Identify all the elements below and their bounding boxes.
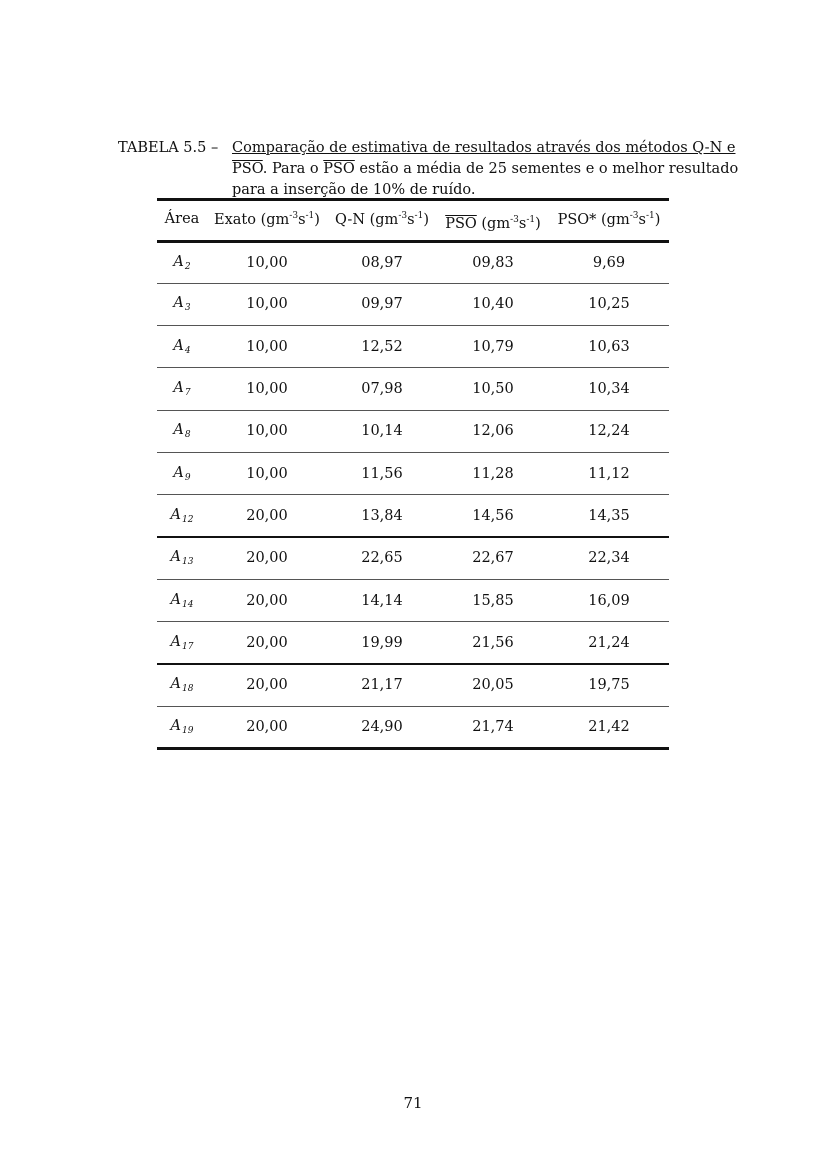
cell-area: $A_2$ [157, 241, 207, 283]
table-row [157, 664, 669, 706]
header-pso-mean: $\overline{PSO}$ $(gm^{-3}s^{-1})$ [437, 199, 549, 241]
page-number: 71 [403, 1094, 423, 1112]
cell-pso-best: 12,24 [549, 410, 669, 452]
table-row [157, 283, 669, 325]
cell-qn: 19,99 [327, 622, 437, 664]
caption-line-2-mid: . Para o [262, 161, 324, 177]
cell-pso-best: 10,63 [549, 326, 669, 368]
cell-qn: 22,65 [327, 537, 437, 579]
cell-exato: 10,00 [207, 326, 327, 368]
cell-exato: 20,00 [207, 622, 327, 664]
cell-qn: 09,97 [327, 283, 437, 325]
cell-pso-mean: 12,06 [437, 410, 549, 452]
cell-pso-best: 10,34 [549, 368, 669, 410]
cell-pso-best: 14,35 [549, 495, 669, 537]
caption-line-2-rest: estão a média de 25 sementes e o melhor resultado [354, 161, 739, 177]
cell-pso-mean: 11,28 [437, 452, 549, 494]
cell-area: $A_{13}$ [157, 537, 207, 579]
cell-area: $A_{17}$ [157, 622, 207, 664]
table-row [157, 579, 669, 621]
cell-qn: 10,14 [327, 410, 437, 452]
cell-area: $A_{19}$ [157, 706, 207, 748]
cell-qn: 07,98 [327, 368, 437, 410]
table-header-row [157, 199, 669, 241]
cell-pso-mean: 10,79 [437, 326, 549, 368]
cell-pso-mean: 15,85 [437, 579, 549, 621]
cell-area: $A_4$ [157, 326, 207, 368]
cell-area: $A_{12}$ [157, 495, 207, 537]
table-row [157, 326, 669, 368]
cell-pso-mean: 10,40 [437, 283, 549, 325]
header-pso-best: PSO* $(gm^{-3}s^{-1})$ [549, 199, 669, 241]
header-area: Área [157, 199, 207, 241]
cell-area: $A_{14}$ [157, 579, 207, 621]
table-row [157, 410, 669, 452]
table-row [157, 452, 669, 494]
cell-qn: 12,52 [327, 326, 437, 368]
cell-pso-best: 22,34 [549, 537, 669, 579]
caption-text [232, 138, 739, 201]
cell-qn: 13,84 [327, 495, 437, 537]
pso-overline-1: $\overline{PSO}$ [232, 161, 263, 177]
cell-pso-mean: 22,67 [437, 537, 549, 579]
cell-area: $A_8$ [157, 410, 207, 452]
cell-qn: 24,90 [327, 706, 437, 748]
header-qn: Q-N $(gm^{-3}s^{-1})$ [327, 199, 437, 241]
cell-pso-mean: 20,05 [437, 664, 549, 706]
results-table [157, 199, 669, 750]
caption-line-1: Comparação de estimativa de resultados através dos métodos Q-N e [232, 140, 736, 156]
cell-pso-best: 19,75 [549, 664, 669, 706]
cell-qn: 11,56 [327, 452, 437, 494]
cell-pso-mean: 14,56 [437, 495, 549, 537]
caption-label: TABELA 5.5 – [118, 140, 219, 156]
cell-pso-best: 21,42 [549, 706, 669, 748]
table-row [157, 241, 669, 283]
table-row [157, 622, 669, 664]
cell-exato: 10,00 [207, 368, 327, 410]
cell-area: $A_7$ [157, 368, 207, 410]
cell-pso-best: 10,25 [549, 283, 669, 325]
cell-area: $A_3$ [157, 283, 207, 325]
cell-exato: 20,00 [207, 579, 327, 621]
cell-qn: 08,97 [327, 241, 437, 283]
cell-qn: 14,14 [327, 579, 437, 621]
cell-pso-mean: 09,83 [437, 241, 549, 283]
cell-exato: 20,00 [207, 495, 327, 537]
cell-pso-mean: 21,74 [437, 706, 549, 748]
cell-exato: 20,00 [207, 537, 327, 579]
cell-pso-mean: 21,56 [437, 622, 549, 664]
cell-pso-mean: 10,50 [437, 368, 549, 410]
header-exato: Exato $(gm^{-3}s^{-1})$ [207, 199, 327, 241]
cell-pso-best: 11,12 [549, 452, 669, 494]
table-body [157, 241, 669, 749]
cell-pso-best: 16,09 [549, 579, 669, 621]
table-row [157, 706, 669, 748]
table-row [157, 368, 669, 410]
pso-overline-2: $\overline{PSO}$ [323, 161, 355, 177]
cell-qn: 21,17 [327, 664, 437, 706]
cell-exato: 10,00 [207, 410, 327, 452]
cell-area: $A_9$ [157, 452, 207, 494]
table-row [157, 495, 669, 537]
cell-exato: 20,00 [207, 706, 327, 748]
cell-exato: 10,00 [207, 283, 327, 325]
cell-exato: 20,00 [207, 664, 327, 706]
cell-exato: 10,00 [207, 241, 327, 283]
caption-line-3: para a inserção de 10% de ruído. [232, 182, 476, 198]
cell-pso-best: 21,24 [549, 622, 669, 664]
caption-line-2 [232, 159, 739, 180]
cell-exato: 10,00 [207, 452, 327, 494]
cell-area: $A_{18}$ [157, 664, 207, 706]
table-row [157, 537, 669, 579]
cell-pso-best: 9,69 [549, 241, 669, 283]
